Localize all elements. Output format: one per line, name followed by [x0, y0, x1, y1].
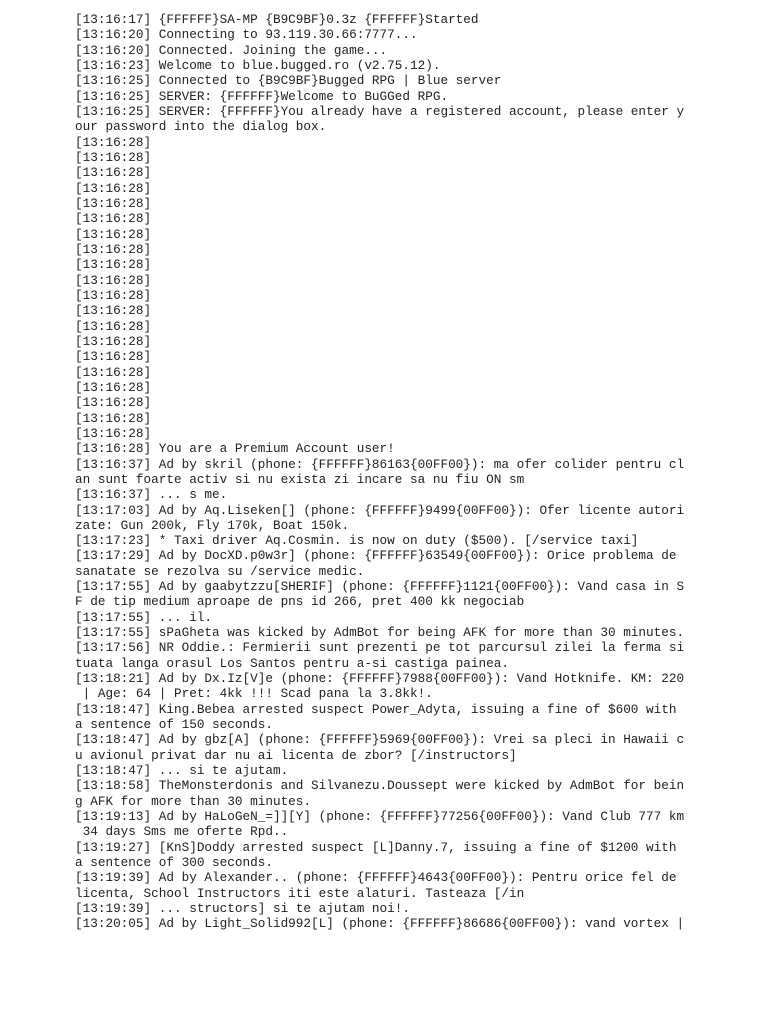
log-line: [13:16:20] Connecting to 93.119.30.66:7777...	[75, 27, 418, 43]
log-line: [13:17:03] Ad by Aq.Liseken[] (phone: {FFFFFF}9499{00FF00}): Ofer licente autori	[75, 502, 685, 518]
log-line: [13:17:55] Ad by gaabytzzu[SHERIF] (phone: {FFFFFF}1121{00FF00}): Vand casa in S	[75, 579, 685, 595]
log-line: [13:16:28]	[75, 226, 152, 242]
log-line: [13:16:25] SERVER: {FFFFFF}Welcome to BuGGed RPG.	[75, 88, 449, 104]
log-line: [13:16:28]	[75, 134, 152, 150]
log-line: [13:16:28] You are a Premium Account user!	[75, 441, 395, 457]
log-line: [13:16:25] Connected to {B9C9BF}Bugged RPG | Blue server	[75, 73, 502, 89]
log-line: tuata langa orasul Los Santos pentru a-si castiga painea.	[75, 655, 509, 671]
log-line: [13:16:28]	[75, 241, 152, 257]
log-line: g AFK for more than 30 minutes.	[75, 793, 312, 809]
log-line: [13:16:28]	[75, 349, 152, 365]
log-line: [13:16:28]	[75, 211, 152, 227]
log-line: [13:18:47] Ad by gbz[A] (phone: {FFFFFF}5969{00FF00}): Vrei sa pleci in Hawaii c	[75, 732, 685, 748]
log-line: [13:16:37] Ad by skril (phone: {FFFFFF}86163{00FF00}): ma ofer colider pentru cl	[75, 456, 685, 472]
log-line: [13:18:58] TheMonsterdonis and Silvanezu.Doussept were kicked by AdmBot for bein	[75, 778, 685, 794]
log-line: [13:17:56] NR Oddie.: Fermierii sunt prezenti pe tot parcursul zilei la ferma si	[75, 640, 685, 656]
log-line: [13:16:28]	[75, 165, 152, 181]
log-line: [13:17:29] Ad by DocXD.p0w3r] (phone: {FFFFFF}63549{00FF00}): Orice problema de	[75, 548, 677, 564]
log-line: a sentence of 300 seconds.	[75, 855, 273, 871]
log-line: 34 days Sms me oferte Rpd..	[75, 824, 289, 840]
log-line: [13:18:21] Ad by Dx.Iz[V]e (phone: {FFFFFF}7988{00FF00}): Vand Hotknife. KM: 220	[75, 671, 685, 687]
log-line: a sentence of 150 seconds.	[75, 717, 273, 733]
log-line: [13:16:25] SERVER: {FFFFFF}You already have a registered account, please enter y	[75, 103, 685, 119]
log-line: [13:16:17] {FFFFFF}SA-MP {B9C9BF}0.3z {FFFFFF}Started	[75, 12, 479, 27]
log-line: [13:16:28]	[75, 379, 152, 395]
log-line: [13:18:47] ... si te ajutam.	[75, 763, 289, 779]
log-line: [13:19:27] [KnS]Doddy arrested suspect [L]Danny.7, issuing a fine of $1200 with	[75, 839, 677, 855]
log-line: [13:17:23] * Taxi driver Aq.Cosmin. is now on duty ($500). [/service taxi]	[75, 533, 639, 549]
log-line: [13:16:23] Welcome to blue.bugged.ro (v2.75.12).	[75, 57, 441, 73]
log-line: [13:16:20] Connected. Joining the game...	[75, 42, 388, 58]
log-line: [13:16:28]	[75, 303, 152, 319]
log-line: [13:17:55] sPaGheta was kicked by AdmBot for being AFK for more than 30 minutes.	[75, 625, 685, 641]
log-line: [13:19:13] Ad by HaLoGeN_=]][Y] (phone: {FFFFFF}77256{00FF00}): Vand Club 777 km	[75, 809, 685, 825]
log-line: [13:16:28]	[75, 333, 152, 349]
log-line: an sunt foarte activ si nu exista zi incare sa nu fiu ON sm	[75, 471, 525, 487]
log-line: zate: Gun 200k, Fly 170k, Boat 150k.	[75, 517, 350, 533]
log-line: [13:16:28]	[75, 318, 152, 334]
log-line: [13:16:28]	[75, 195, 152, 211]
log-line: [13:16:28]	[75, 180, 152, 196]
log-line: | Age: 64 | Pret: 4kk !!! Scad pana la 3.8kk!.	[75, 686, 433, 702]
log-line: [13:16:28]	[75, 257, 152, 273]
log-line: [13:16:28]	[75, 395, 152, 411]
log-line: [13:18:47] King.Bebea arrested suspect Power_Adyta, issuing a fine of $600 with	[75, 701, 677, 717]
log-line: licenta, School Instructors iti este alaturi. Tasteaza [/in	[75, 885, 525, 901]
log-line: [13:17:55] ... il.	[75, 609, 213, 625]
log-line: [13:16:28]	[75, 410, 152, 426]
log-line: sanatate se rezolva su /service medic.	[75, 563, 365, 579]
log-line: [13:16:28]	[75, 287, 152, 303]
chat-log	[75, 12, 685, 932]
log-line: [13:16:28]	[75, 425, 152, 441]
log-line: [13:16:28]	[75, 272, 152, 288]
log-line: u avionul privat dar nu ai licenta de zbor? [/instructors]	[75, 747, 517, 763]
log-line: F de tip medium aproape de pns id 266, pret 400 kk negociab	[75, 594, 525, 610]
log-line: [13:19:39] ... structors] si te ajutam noi!.	[75, 901, 411, 917]
log-line: [13:16:28]	[75, 149, 152, 165]
log-line: [13:20:05] Ad by Light_Solid992[L] (phone: {FFFFFF}86686{00FF00}): vand vortex |	[75, 916, 685, 932]
log-line: our password into the dialog box.	[75, 119, 327, 135]
log-line: [13:16:37] ... s me.	[75, 487, 228, 503]
log-line: [13:19:39] Ad by Alexander.. (phone: {FFFFFF}4643{00FF00}): Pentru orice fel de	[75, 870, 677, 886]
log-line: [13:16:28]	[75, 364, 152, 380]
